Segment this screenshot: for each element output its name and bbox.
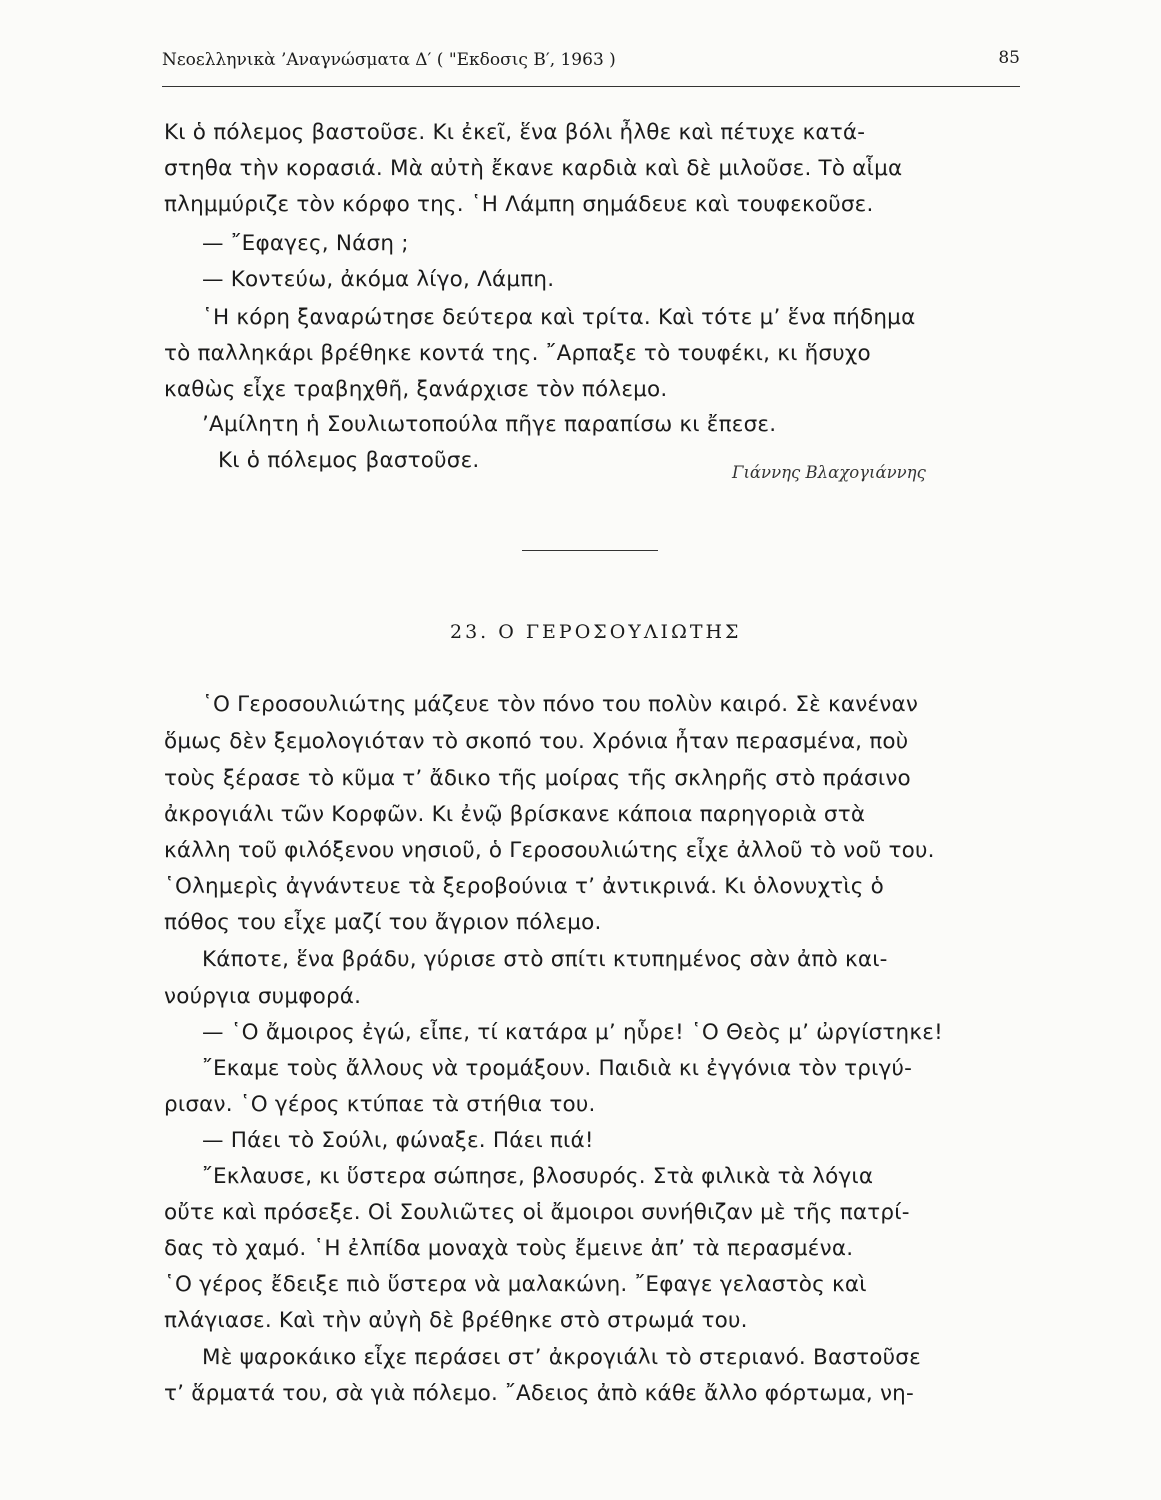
text-line: στηθα τὴν κορασιά. Μὰ αὐτὴ ἔκανε καρδιὰ καὶ δὲ μιλοῦσε. Τὸ αἷμα xyxy=(164,156,903,181)
text-line: πλημμύριζε τὸν κόρφο της. ῾Η Λάμπη σημάδευε καὶ τουφεκοῦσε. xyxy=(164,192,874,217)
text-line: Μὲ ψαροκάικο εἶχε περάσει στ’ ἀκρογιάλι τὸ στεριανό. Βαστοῦσε xyxy=(202,1345,921,1370)
text-line: ῾Ο Γεροσουλιώτης μάζευε τὸν πόνο του πολὺν καιρό. Σὲ κανέναν xyxy=(202,692,919,717)
text-line: κάλλη τοῦ φιλόξενου νησιοῦ, ὁ Γεροσουλιώτης εἶχε ἀλλοῦ τὸ νοῦ του. xyxy=(164,838,935,863)
text-line: καθὼς εἶχε τραβηχθῆ, ξανάρχισε τὸν πόλεμο. xyxy=(164,377,668,402)
text-line: ρισαν. ῾Ο γέρος κτύπαε τὰ στήθια του. xyxy=(164,1092,596,1117)
book-title: Νεοελληνικὰ ’Αναγνώσματα Δ′ ( "Εκδοσις Β′, 1963 ) xyxy=(162,50,616,70)
text-line: νούργια συμφορά. xyxy=(164,984,362,1009)
running-header xyxy=(162,44,1020,87)
text-line: ῎Εκλαυσε, κι ὕστερα σώπησε, βλοσυρός. Στὰ φιλικὰ τὰ λόγια xyxy=(202,1164,874,1189)
text-line: πλάγιασε. Καὶ τὴν αὐγὴ δὲ βρέθηκε στὸ στρωμά του. xyxy=(164,1308,748,1333)
dialogue-line: — Πάει τὸ Σούλι, φώναξε. Πάει πιά! xyxy=(202,1128,594,1153)
text-line: ὅμως δὲν ξεμολογιόταν τὸ σκοπό του. Χρόνια ἦταν περασμένα, ποὺ xyxy=(164,729,909,754)
page-number: 85 xyxy=(998,48,1020,68)
text-line: Κι ὁ πόλεμος βαστοῦσε. Κι ἐκεῖ, ἕνα βόλι ἦλθε καὶ πέτυχε κατά- xyxy=(164,120,866,145)
text-line: τοὺς ξέρασε τὸ κῦμα τ’ ἄδικο τῆς μοίρας τῆς σκληρῆς στὸ πράσινο xyxy=(164,766,911,791)
section-divider xyxy=(522,550,658,551)
dialogue-line: — ῎Εφαγες, Νάση ; xyxy=(202,231,409,256)
text-line: ’Αμίλητη ἡ Σουλιωτοπούλα πῆγε παραπίσω κι ἔπεσε. xyxy=(202,412,777,437)
text-line: ῾Η κόρη ξαναρώτησε δεύτερα καὶ τρίτα. Καὶ τότε μ’ ἕνα πήδημα xyxy=(202,305,916,330)
text-line: ῎Εκαμε τοὺς ἄλλους νὰ τρομάξουν. Παιδιὰ κι ἐγγόνια τὸν τριγύ- xyxy=(202,1056,913,1081)
chapter-title: 23. Ο ΓΕΡΟΣΟΥΛΙΩΤΗΣ xyxy=(450,621,742,643)
text-line: ἀκρογιάλι τῶν Κορφῶν. Κι ἐνῷ βρίσκανε κάποια παρηγοριὰ στὰ xyxy=(164,802,866,827)
dialogue-line: — ῾Ο ἄμοιρος ἐγώ, εἶπε, τί κατάρα μ’ ηὗρε! ῾Ο Θεὸς μ’ ὠργίστηκε! xyxy=(202,1020,943,1045)
author-signature: Γιάννης Βλαχογιάννης xyxy=(732,463,926,482)
text-line: Κι ὁ πόλεμος βαστοῦσε. xyxy=(218,448,480,473)
dialogue-line: — Κοντεύω, ἀκόμα λίγο, Λάμπη. xyxy=(202,267,555,292)
text-line: ῾Ολημερὶς ἀγνάντευε τὰ ξεροβούνια τ’ ἀντικρινά. Κι ὁλονυχτὶς ὁ xyxy=(164,874,885,899)
text-line: ῾Ο γέρος ἔδειξε πιὸ ὕστερα νὰ μαλακώνη. ῎Εφαγε γελαστὸς καὶ xyxy=(164,1272,867,1297)
text-line: τ’ ἅρματά του, σὰ γιὰ πόλεμο. ῎Αδειος ἀπὸ κάθε ἄλλο φόρτωμα, νη- xyxy=(164,1381,914,1406)
text-line: τὸ παλληκάρι βρέθηκε κοντά της. ῎Αρπαξε τὸ τουφέκι, κι ἥσυχο xyxy=(164,341,871,366)
text-line: Κάποτε, ἕνα βράδυ, γύρισε στὸ σπίτι κτυπημένος σὰν ἀπὸ και- xyxy=(202,947,888,972)
text-line: πόθος του εἶχε μαζί του ἄγριον πόλεμο. xyxy=(164,910,602,935)
text-line: δας τὸ χαμό. ῾Η ἐλπίδα μοναχὰ τοὺς ἔμεινε ἀπ’ τὰ περασμένα. xyxy=(164,1236,854,1261)
text-line: οὔτε καὶ πρόσεξε. Οἱ Σουλιῶτες οἱ ἄμοιροι συνήθιζαν μὲ τῆς πατρί- xyxy=(164,1200,910,1225)
